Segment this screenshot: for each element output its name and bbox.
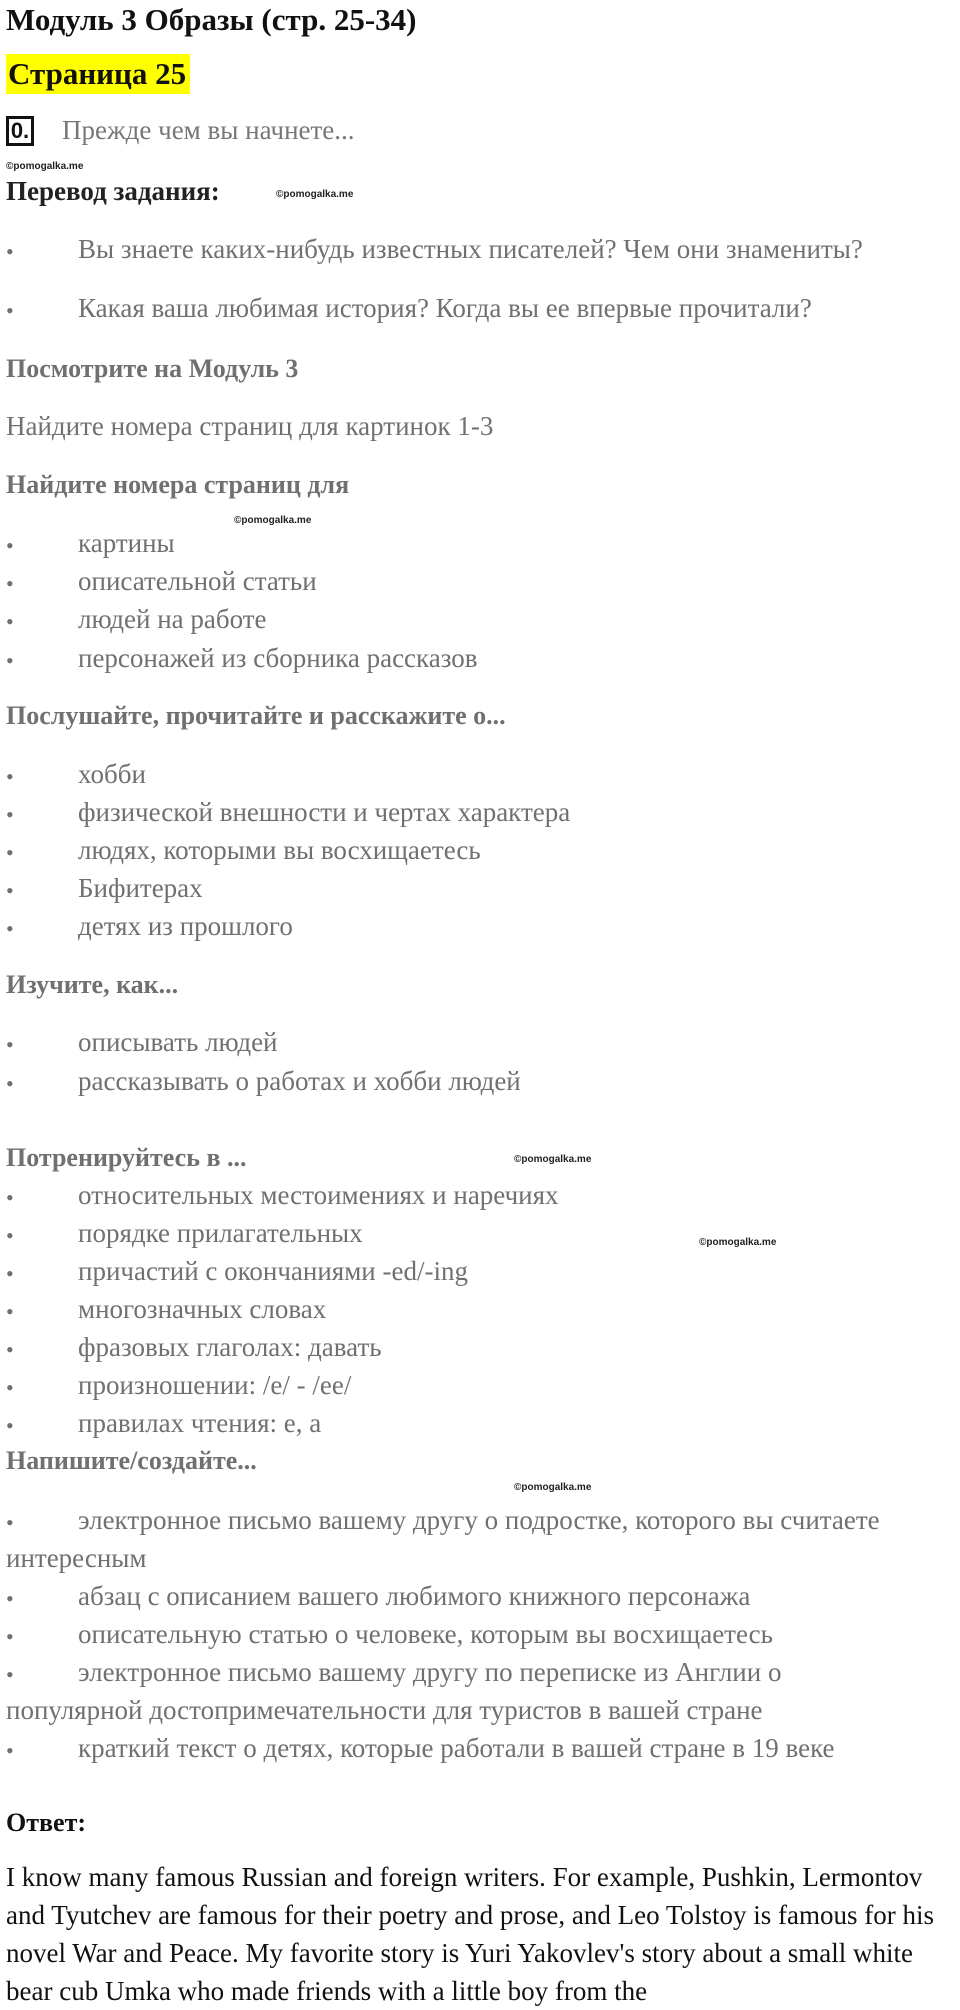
watermark: ©pomogalka.me [699,1237,777,1248]
bullet-marker: • [6,1223,14,1248]
watermark: ©pomogalka.me [514,1154,592,1165]
watermark: ©pomogalka.me [276,189,354,200]
bullet-marker: • [6,298,14,323]
watermark: ©pomogalka.me [234,515,312,526]
task-number-box: 0. [6,116,34,146]
list-item-continuation: популярной достопримечательности для туристов в вашей стране [6,1695,763,1725]
list-item: многозначных словах [78,1294,327,1324]
list-item: электронное письмо вашему другу по переписке из Англии о [78,1657,782,1687]
list-item: Какая ваша любимая история? Когда вы ее впервые прочитали? [78,293,812,323]
list-item: хобби [78,759,146,789]
list-item: людях, которыми вы восхищаетесь [78,835,481,865]
bullet-marker: • [6,571,14,596]
list-item: персонажей из сборника рассказов [78,643,478,673]
bullet-marker: • [6,1185,14,1210]
translation-heading: Перевод задания: [6,176,220,206]
list-item: краткий текст о детях, которые работали в вашей стране в 19 веке [78,1733,835,1763]
bullet-marker: • [6,1662,14,1687]
bullet-marker: • [6,648,14,673]
list-item: Бифитерах [78,873,203,903]
task-heading: Прежде чем вы начнете... [62,115,355,145]
list-item: правилах чтения: е, а [78,1408,322,1438]
list-item: детях из прошлого [78,911,293,941]
list-item: картины [78,528,175,558]
bullet-marker: • [6,533,14,558]
list-item-continuation: интересным [6,1543,147,1573]
bullet-marker: • [6,609,14,634]
list-item: относительных местоимениях и наречиях [78,1180,559,1210]
module-title: Модуль 3 Образы (стр. 25-34) [6,2,417,37]
bullet-marker: • [6,840,14,865]
bullet-marker: • [6,1375,14,1400]
bullet-marker: • [6,1032,14,1057]
bullet-marker: • [6,878,14,903]
bullet-marker: • [6,1413,14,1438]
bullet-marker: • [6,916,14,941]
bullet-marker: • [6,764,14,789]
bullet-marker: • [6,802,14,827]
bullet-marker: • [6,1510,14,1535]
list-item: произношении: /e/ - /ee/ [78,1370,352,1400]
list-item: фразовых глаголах: давать [78,1332,382,1362]
section-heading-find: Найдите номера страниц для [6,470,350,499]
answer-text: I know many famous Russian and foreign writers. For example, Pushkin, Lermontov and Tyutchev are famous for their poetry and prose, and Leo Tolstoy is famous for his novel War and Peace. My favorite story is Yuri Yakovlev's story about a small white bear cub Umka who made friends with a little boy from the [6,1862,934,2006]
bullet-marker: • [6,1586,14,1611]
section-heading-listen: Послушайте, прочитайте и расскажите о... [6,701,506,730]
section-heading-practise: Потренируйтесь в ... [6,1143,247,1172]
watermark: ©pomogalka.me [514,1482,592,1493]
watermark: ©pomogalka.me [6,161,84,172]
answer-heading: Ответ: [6,1808,87,1837]
section-heading-look: Посмотрите на Модуль 3 [6,354,299,383]
list-item: электронное письмо вашему другу о подростке, которого вы считаете [78,1505,880,1535]
list-item: порядке прилагательных [78,1218,363,1248]
list-item: рассказывать о работах и хобби людей [78,1066,521,1096]
bullet-marker: • [6,1261,14,1286]
bullet-marker: • [6,1624,14,1649]
list-item: описательную статью о человеке, которым вы восхищаетесь [78,1619,773,1649]
section-heading-write: Напишите/создайте... [6,1446,257,1475]
bullet-marker: • [6,239,14,264]
bullet-marker: • [6,1299,14,1324]
bullet-marker: • [6,1738,14,1763]
find-pictures-text: Найдите номера страниц для картинок 1-3 [6,411,494,441]
list-item: Вы знаете каких-нибудь известных писателей? Чем они знамениты? [78,234,863,264]
section-heading-learn: Изучите, как... [6,970,179,999]
list-item: описательной статьи [78,566,317,596]
list-item: абзац с описанием вашего любимого книжного персонажа [78,1581,751,1611]
list-item: причастий с окончаниями -ed/-ing [78,1256,468,1286]
list-item: физической внешности и чертах характера [78,797,571,827]
page-number-highlight: Страница 25 [6,54,190,94]
list-item: людей на работе [78,604,267,634]
bullet-marker: • [6,1071,14,1096]
list-item: описывать людей [78,1027,278,1057]
bullet-marker: • [6,1337,14,1362]
